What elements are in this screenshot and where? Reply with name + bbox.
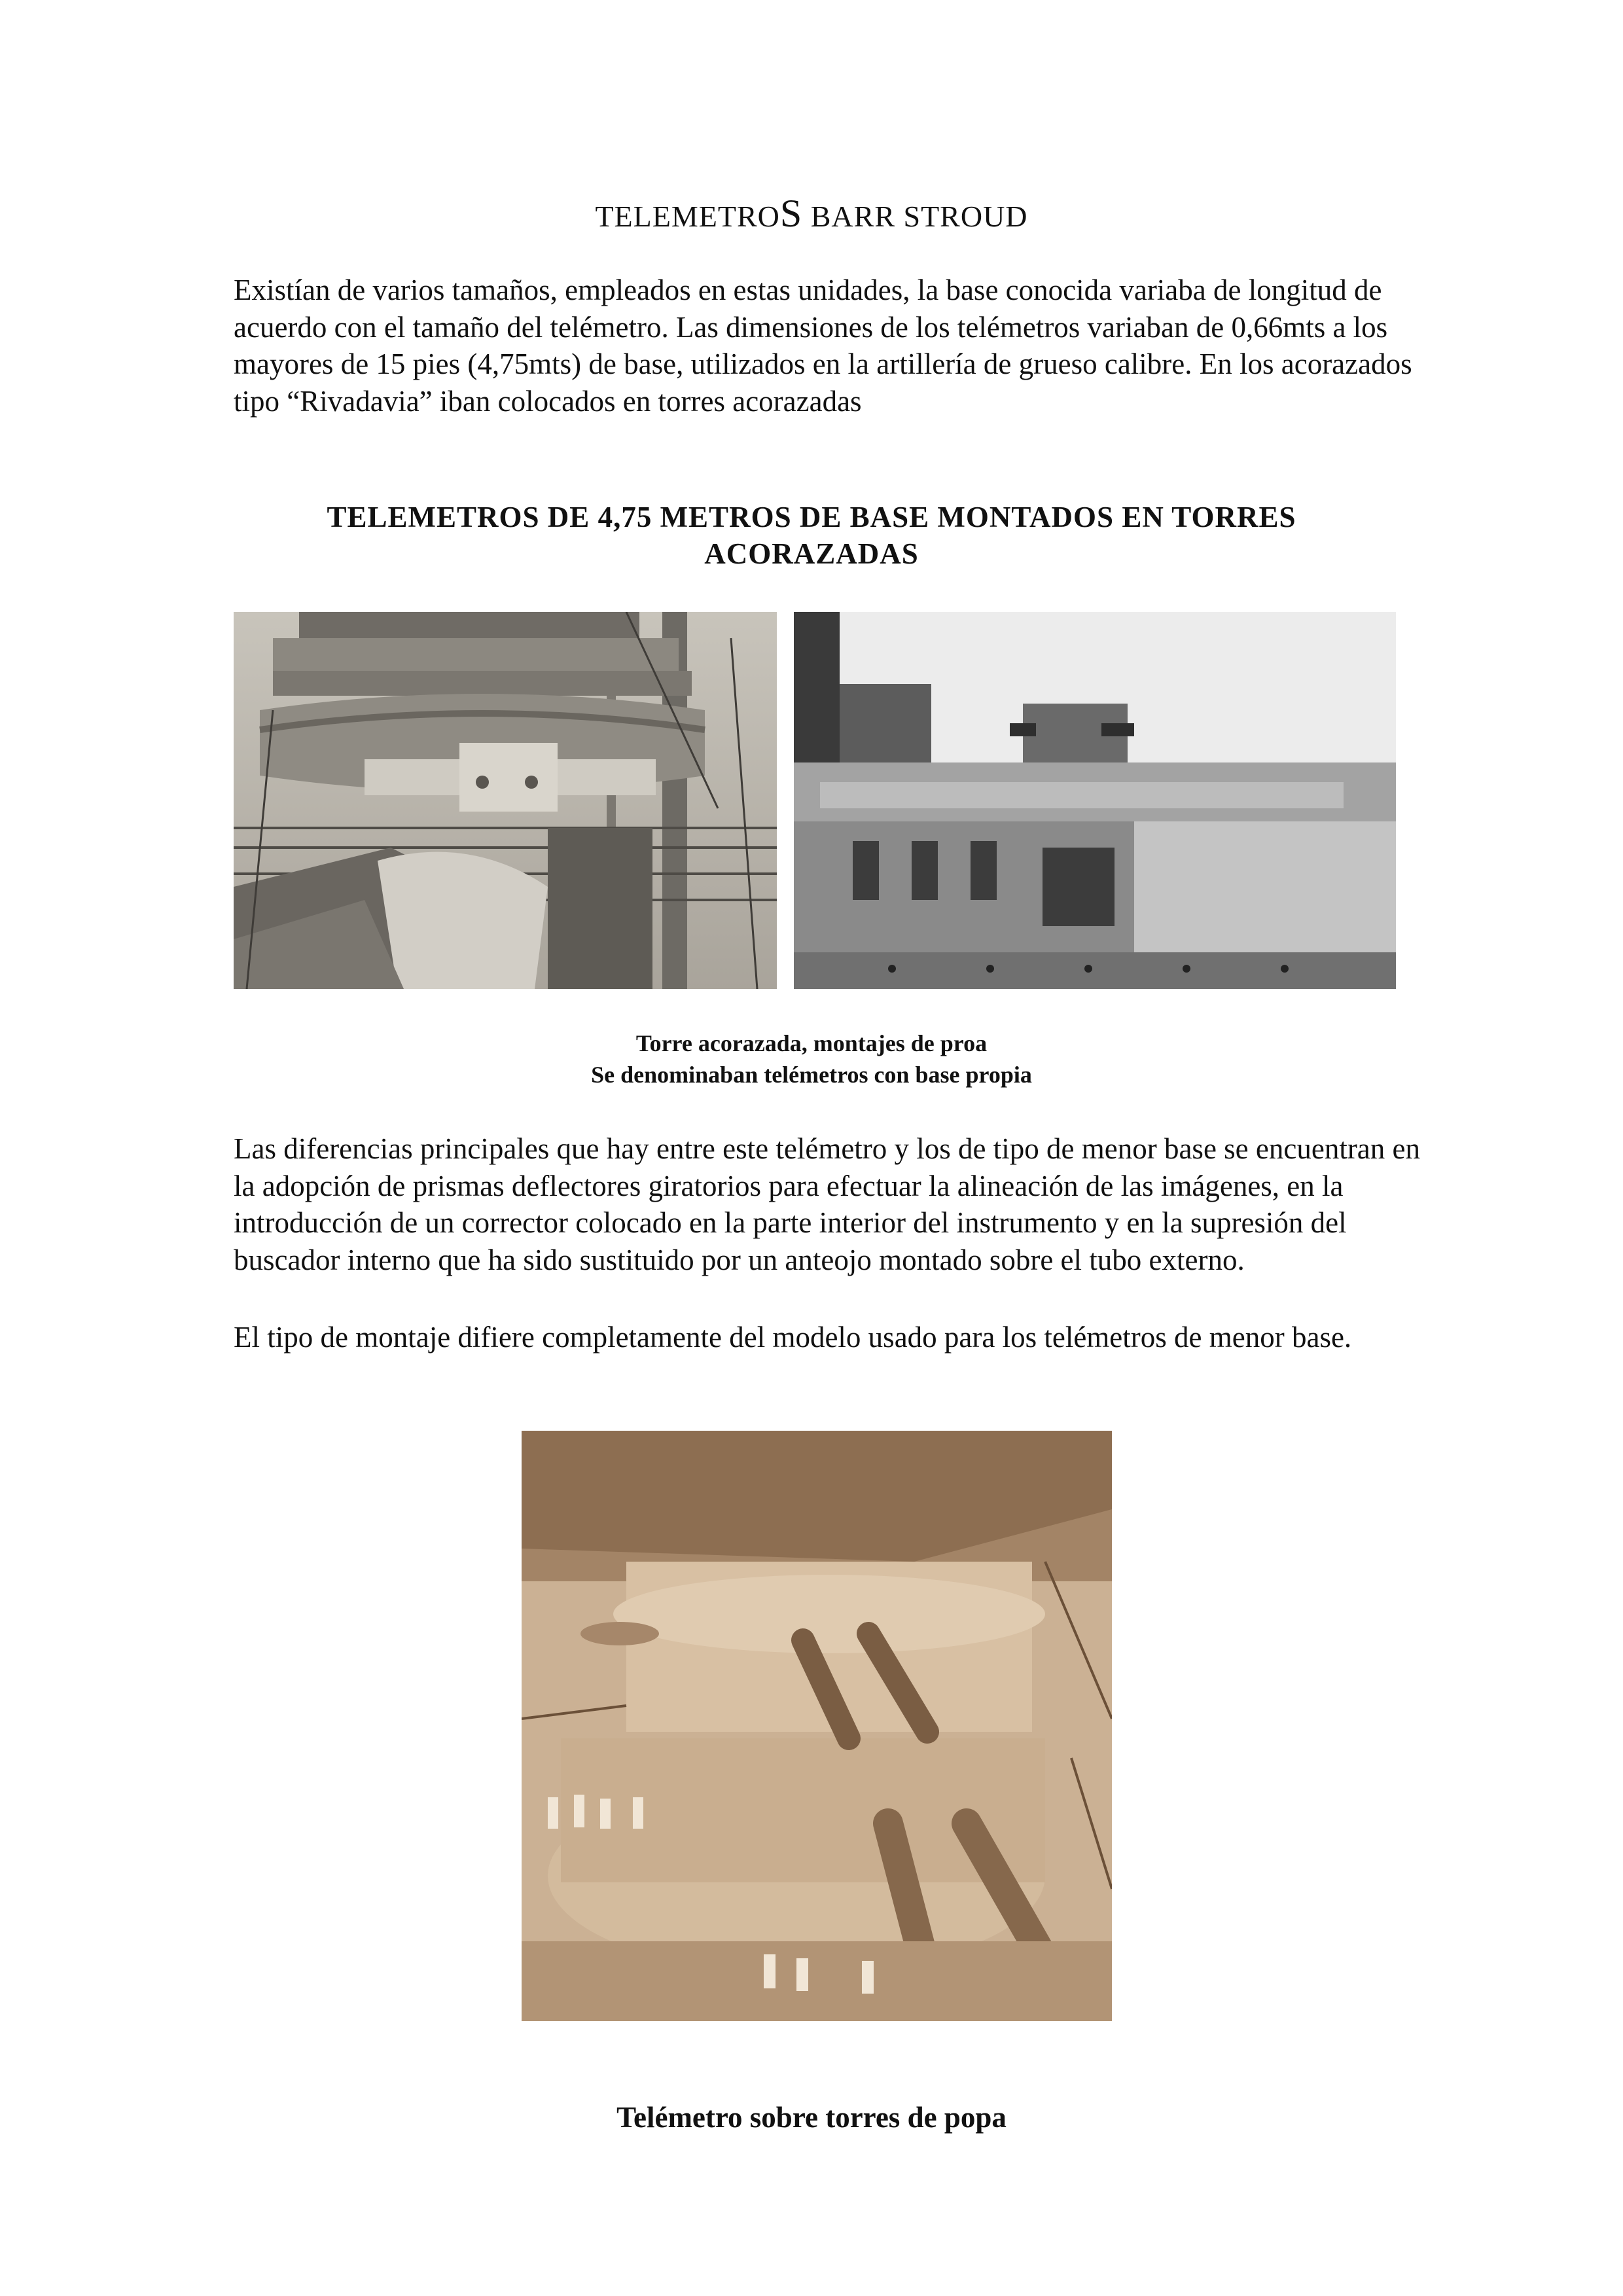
ship-superstructure-photo: [794, 612, 1396, 989]
title-main: TELEMETRO: [595, 200, 780, 233]
figure2-caption: Telémetro sobre torres de popa: [616, 2101, 1007, 2134]
title-s: S: [779, 192, 803, 235]
turret-bow-photo: [234, 612, 777, 989]
figure1-caption-line1: Torre acorazada, montajes de proa: [635, 1030, 988, 1056]
figure1-caption-line2: Se denominaban telémetros con base propia: [591, 1062, 1032, 1088]
intro-paragraph: Existían de varios tamaños, empleados en estas unidades, la base conocida variaba de longitud de acuerdo con el tamaño del telémetro. Las dimensiones de los telémetros variaban de 0,66mts a los mayores de 15 pies (4,75mts) de base, utilizados en la artillería de grueso calibre. En los acorazados tipo “Rivadavia” iban colocados en torres acorazadas: [234, 274, 1412, 418]
section-heading: TELEMETROS DE 4,75 METROS DE BASE MONTADOS EN TORRES ACORAZADAS: [327, 501, 1296, 570]
mount-paragraph: El tipo de montaje difiere completamente del modelo usado para los telémetros de menor base.: [234, 1321, 1352, 1354]
title-rest: BARR STROUD: [802, 200, 1028, 233]
page-title: [0, 192, 1623, 235]
differences-paragraph: Las diferencias principales que hay entre este telémetro y los de tipo de menor base se encuentran en la adopción de prismas deflectores giratorios para efectuar la alineación de las imágenes, en la introducción de un corrector colocado en la parte interior del instrumento y en la supresión del buscador interno que ha sido sustituido por un anteojo montado sobre el tubo externo.: [234, 1132, 1421, 1276]
stern-turrets-photo: [522, 1431, 1112, 2021]
